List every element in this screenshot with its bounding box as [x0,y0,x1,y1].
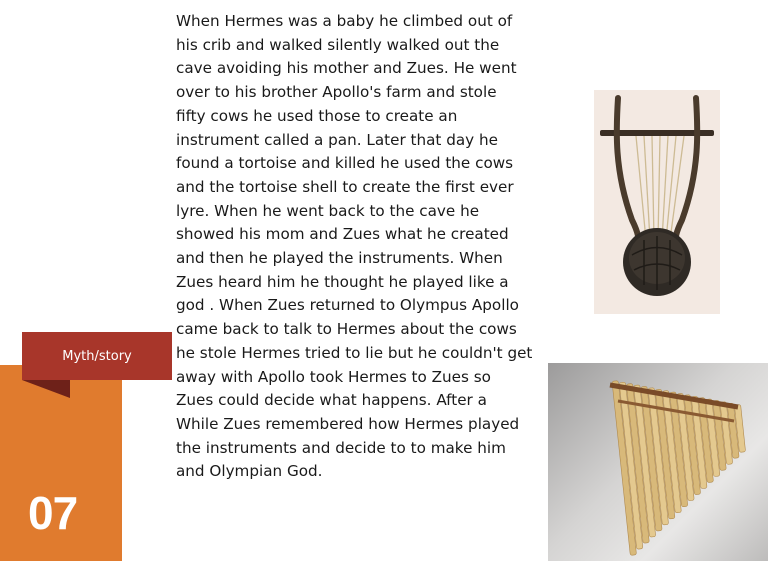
text-line: found a tortoise and killed he used the cows [176,154,514,173]
text-line: fifty cows he used those to create an [176,106,458,125]
text-line: he stole Hermes tried to lie but he couldn't get [176,343,533,362]
text-line: and the tortoise shell to create the first ever [176,177,514,196]
text-line: the instruments and decide to to make him [176,438,506,457]
pan-flute-image [548,363,768,561]
text-line: instrument called a pan. Later that day he [176,130,498,149]
slide-number: 07 [28,487,78,539]
text-line: his crib and walked silently walked out the [176,35,500,54]
section-tag-fold [22,380,70,398]
text-line: Zues heard him he thought he played like a [176,272,509,291]
text-line: and then he played the instruments. When [176,249,503,268]
text-line: cave avoiding his mother and Zues. He went [176,59,517,78]
text-line: lyre. When he went back to the cave he [176,201,480,220]
text-line: showed his mom and Zues what he created [176,225,509,244]
text-line: came back to talk to Hermes about the cows [176,320,517,339]
text-line: Zues could decide what happens. After a [176,391,487,410]
text-line: and Olympian God. [176,462,323,481]
text-line: away with Apollo took Hermes to Zues so [176,367,491,386]
lyre-image [594,90,720,314]
text-line: god . When Zues returned to Olympus Apollo [176,296,519,315]
lyre-icon [594,90,720,314]
section-tag [22,332,172,380]
text-line: over to his brother Apollo's farm and stole [176,83,497,102]
pan-flute-icon [548,363,768,561]
myth-story-text [176,10,560,484]
section-tag-label: Myth/story [62,348,132,364]
text-line: While Zues remembered how Hermes played [176,414,520,433]
text-line: When Hermes was a baby he climbed out of [176,12,513,30]
